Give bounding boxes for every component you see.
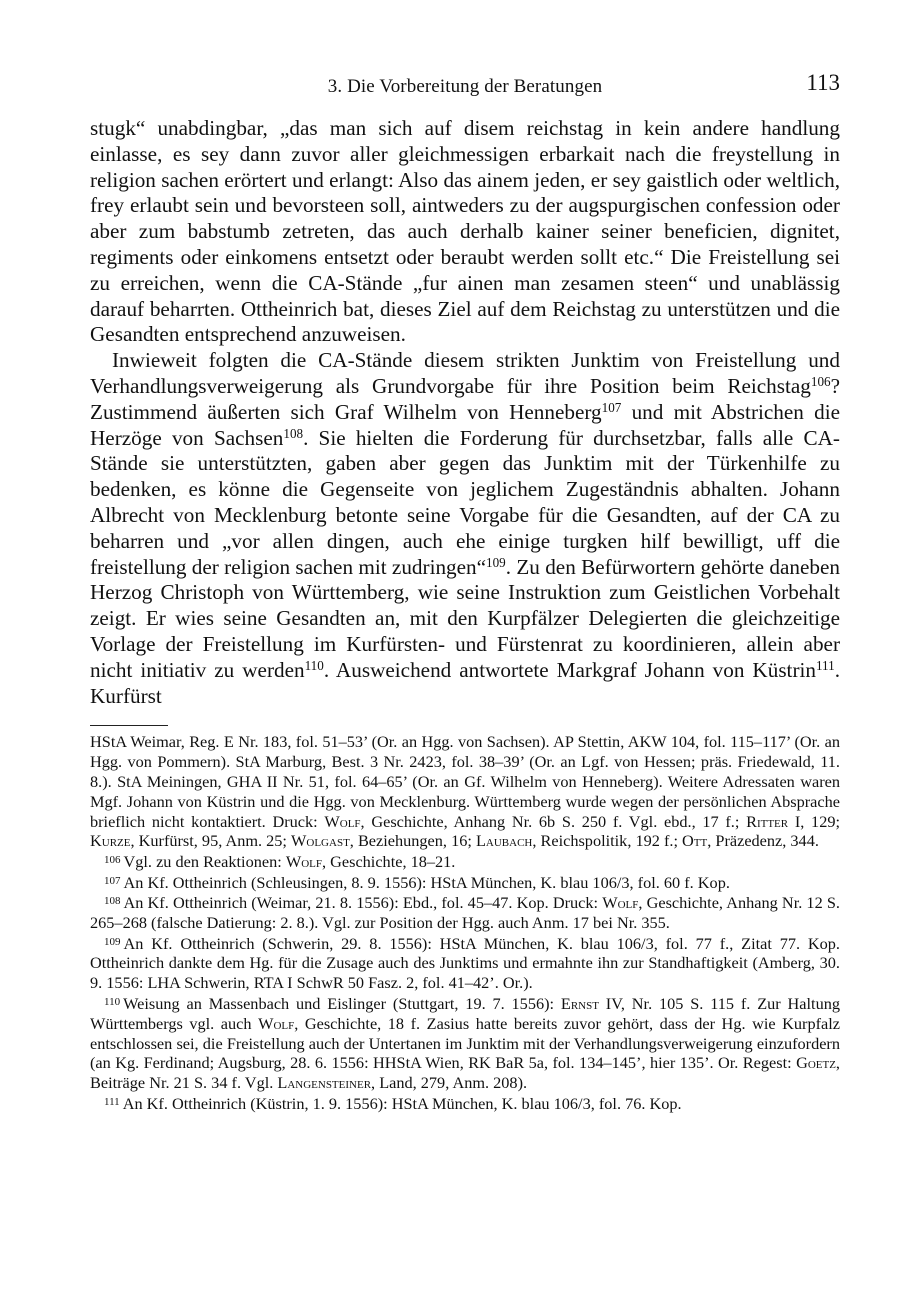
footnote-continuation: HStA Weimar, Reg. E Nr. 183, fol. 51–53’ (Or. an Hgg. von Sachsen). AP Stettin, AKW 104, fol. 115–117’ (Or. an Hgg. von Pommern). StA Marburg, Best. 3 Nr. 2423, fol. 38–39’ (Or. an Lgf. von Hessen; präs. Friedewald, 11. 8.). StA Meiningen, GHA II Nr. 51, fol. 64–65’ (Or. an Gf. Wilhelm von Henneberg). Weitere Adressaten waren Mgf. Johann von Küstrin und die Hgg. von Mecklenburg. Württemberg wurde wegen der persönlichen Absprache brieflich nicht kontaktiert. Druck: Wolf, Geschichte, Anhang Nr. 6b S. 250 f. Vgl. ebd., 17 f.; Ritter I, 129; Kurze, Kurfürst, 95, Anm. 25; Wolgast, Beziehungen, 16; Laubach, Reichspolitik, 192 f.; Ott, Präzedenz, 344. <box>90 732 840 851</box>
footnote-109: $^{109}$ An Kf. Ottheinrich (Schwerin, 29. 8. 1556): HStA München, K. blau 106/3, fol. 77 f., Zitat 77. Kop. Ottheinrich dankte dem Hg. für die Zusage auch des Junktims und ermahnte ihn zur Standhaftigkeit (Amberg, 30. 9. 1556: LHA Schwerin, RTA I SchwR 50 Fasz. 2, fol. 41–42’. Or.). <box>90 933 840 993</box>
footnote-108: $^{108}$ An Kf. Ottheinrich (Weimar, 21. 8. 1556): Ebd., fol. 45–47. Kop. Druck: Wolf, Geschichte, Anhang Nr. 12 S. 265–268 (falsche Datierung: 2. 8.). Vgl. zur Position der Hgg. auch Anm. 17 bei Nr. 355. <box>90 893 840 933</box>
footnote-number: 111 <box>104 1095 120 1108</box>
main-text <box>90 116 840 709</box>
footnote-number: 108 <box>104 895 121 908</box>
chapter-title: 3. Die Vorbereitung der Beratungen <box>327 76 603 97</box>
footnote-ref-106[interactable]: 106 <box>810 373 831 389</box>
paragraph-1: stugk“ unabdingbar, „das man sich auf disem reichstag in kein andere handlung einlasse, es sey dann zuvor aller gleichmessigen erbarkait nach die freystellung in religion sachen erörtert und erlangt: Also das ainem jeden, er sey gaistlich oder weltlich, frey erlaubt sein und bevorsteen soll, aintweders zu der augspurgischen confession oder aber zum babstumb zetreten, das auch derhalb kainer seiner beneficien, dignitet, regiments oder einkomens entsetzt oder beraubt werden sollt etc.“ Die Freistellung sei zu erreichen, wenn die CA-Stände „fur ainen man zesamen steen“ und unablässig darauf beharrten. Ottheinrich bat, dieses Ziel auf dem Reichstag zu unterstützen und die Gesandten entsprechend anzuweisen. <box>90 116 840 347</box>
footnote-number: 106 <box>104 854 121 867</box>
footnote-number: 109 <box>104 935 121 948</box>
footnote-separator <box>90 725 168 726</box>
footnote-ref-109[interactable]: 109 <box>486 554 506 570</box>
footnote-ref-108[interactable]: 108 <box>283 425 304 441</box>
footnote-number: 110 <box>104 996 121 1009</box>
footnote-107: $^{107}$ An Kf. Ottheinrich (Schleusingen, 8. 9. 1556): HStA München, K. blau 106/3, fol. 60 f. Kop. <box>104 872 730 892</box>
footnote-ref-111[interactable]: 111 <box>815 657 835 673</box>
footnote-110: $^{110}$ Weisung an Massenbach und Eislinger (Stuttgart, 19. 7. 1556): Ernst IV, Nr. 105 S. 115 f. Zur Haltung Württembergs vgl. auch Wolf, Geschichte, 18 f. Zasius hatte bereits zuvor gehört, dass der Hg. wie Kurpfalz entschlossen sei, die Freistellung auch der Untertanen im Junktim mit der Verhandlungsverweigerung einzufordern (an Kg. Ferdinand; Augsburg, 28. 6. 1556: HHStA Wien, RK BaR 5a, fol. 134–145’, hier 135’. Or. Regest: Goetz, Beiträge Nr. 21 S. 34 f. Vgl. Langensteiner, Land, 279, Anm. 208). <box>90 993 840 1093</box>
footnote-111: $^{111}$ An Kf. Ottheinrich (Küstrin, 1. 9. 1556): HStA München, K. blau 106/3, fol. 76. Kop. <box>104 1093 682 1113</box>
footnote-106: $^{106}$ Vgl. zu den Reaktionen: Wolf, Geschichte, 18–21. <box>104 851 456 871</box>
paragraph-2: Inwieweit folgten die CA-Stände diesem strikten Junktim von Freistellung und Verhandlungsverweigerung als Grundvorgabe für ihre Position beim Reichstag$^{106}$? Zustimmend äußerten sich Graf Wilhelm von Henneberg$^{107}$ und mit Abstrichen die Herzöge von Sachsen$^{108}$. Sie hielten die Forderung für durchsetzbar, falls alle CA-Stände sie unterstützten, gaben aber gegen das Junktim mit der Türkenhilfe zu bedenken, es könne die Gegenseite von jeglichem Zugeständnis abhalten. Johann Albrecht von Mecklenburg betonte seine Vorgabe für die Gesandten, auf der CA zu beharren und „vor allen dingen, auch ehe einige turgken hilf bewilligt, uff die freistellung der religion sachen mit zudringen“$^{109}$. Zu den Befürwortern gehörte daneben Herzog Christoph von Württemberg, wie seine Instruktion zum Geistlichen Vorbehalt zeigt. Er wies seine Gesandten an, mit den Kurpfälzer Delegierten die gleichzeitige Vorlage der Freistellung im Kurfürsten- und Fürstenrat zu koordinieren, allein aber nicht initiativ zu werden$^{110}$. Ausweichend antwortete Markgraf Johann von Küstrin$^{111}$. Kurfürst <box>90 348 841 708</box>
footnote-ref-107[interactable]: 107 <box>601 399 622 415</box>
footnotes <box>90 732 840 1113</box>
page-number: 113 <box>806 70 840 95</box>
footnote-ref-110[interactable]: 110 <box>304 657 324 673</box>
book-page <box>90 70 840 1114</box>
footnote-number: 107 <box>104 874 121 887</box>
running-head <box>90 70 840 104</box>
